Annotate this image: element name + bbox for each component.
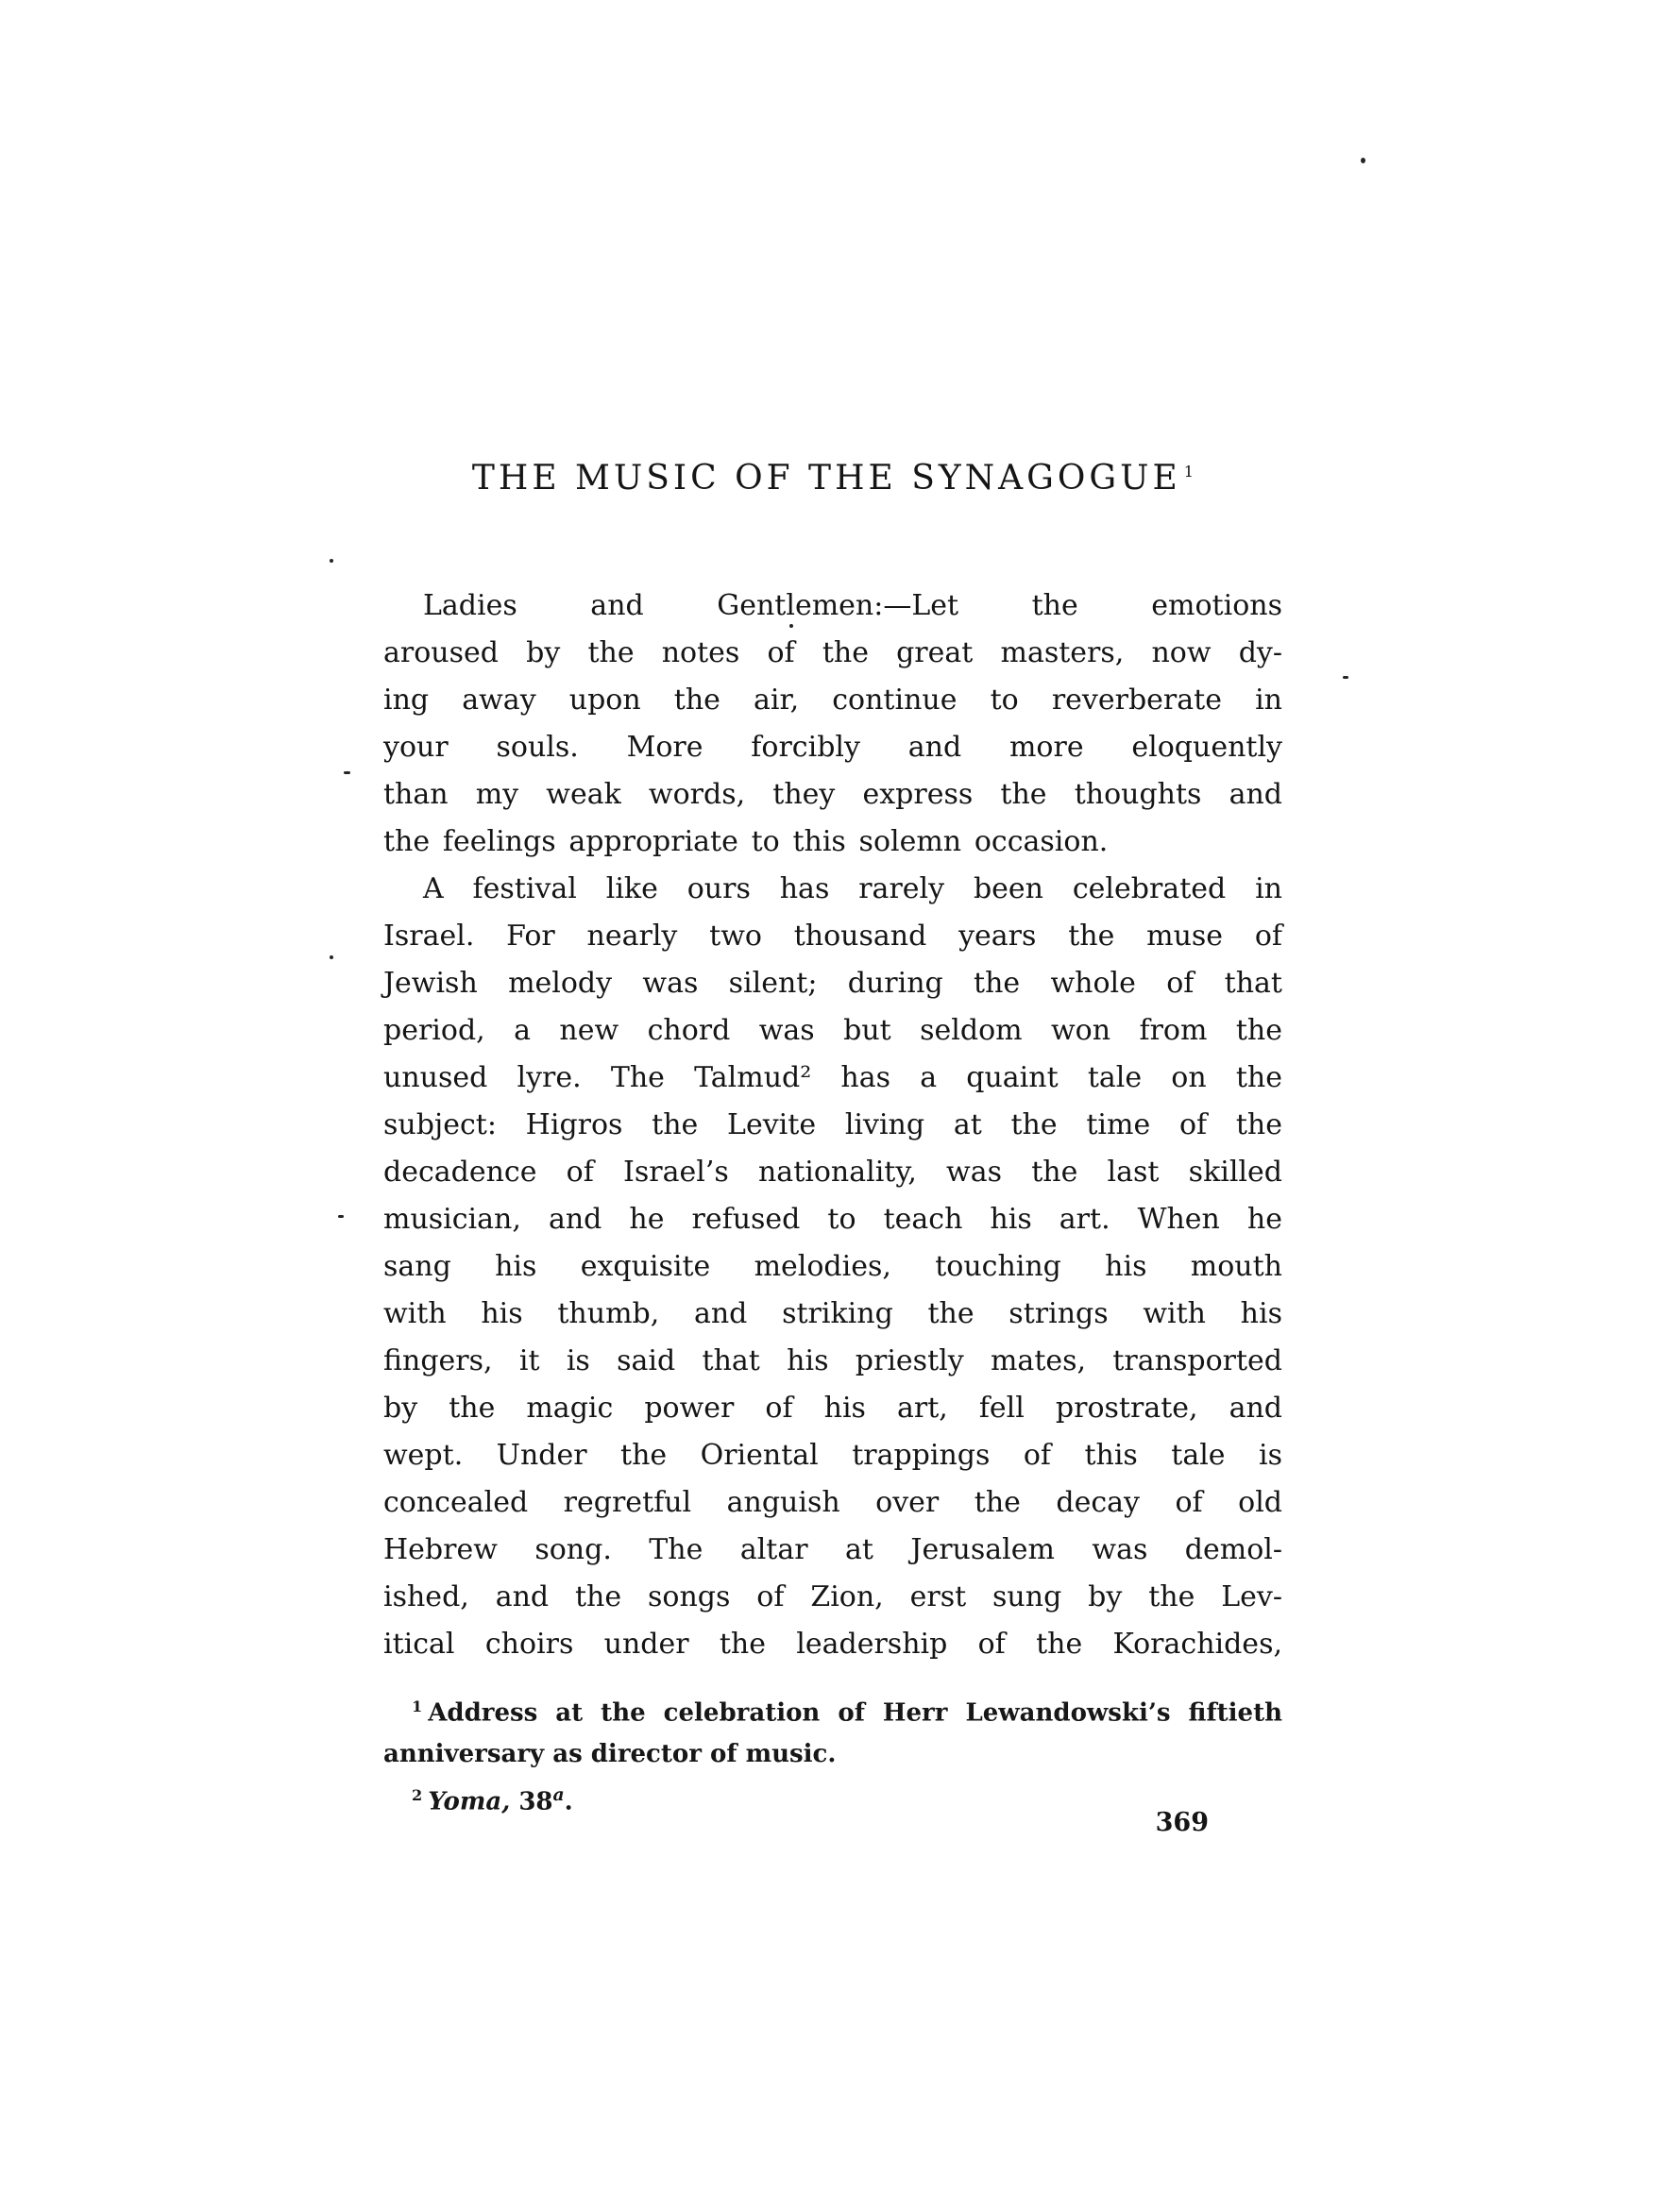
body-line: by the magic power of his art, fell prostrate, and xyxy=(383,1392,1282,1425)
paragraph-2 xyxy=(383,866,1282,1668)
body-line: period, a new chord was but seldom won from the xyxy=(383,1014,1282,1047)
body-line: concealed regretful anguish over the decay of old xyxy=(383,1486,1282,1519)
body-line: your souls. More forcibly and more eloquently xyxy=(383,731,1282,764)
body-line: Hebrew song. The altar at Jerusalem was demol- xyxy=(383,1533,1282,1566)
body-line: decadence of Israel’s nationality, was the last skilled xyxy=(383,1156,1282,1189)
footnote-2-marker: 2 xyxy=(412,1785,423,1804)
body-line: ing away upon the air, continue to reverberate in xyxy=(383,684,1282,717)
scan-speck xyxy=(330,955,333,959)
body-line: sang his exquisite melodies, touching his mouth xyxy=(383,1250,1282,1283)
body-line: itical choirs under the leadership of the Korachides, xyxy=(383,1628,1282,1661)
body-line: aroused by the notes of the great masters, now dy- xyxy=(383,636,1282,669)
body-line: A festival like ours has rarely been celebrated in xyxy=(423,872,1282,905)
footnote-1-text: Address at the celebration of Herr Lewandowski’s fiftieth xyxy=(428,1698,1282,1728)
body-text xyxy=(383,583,1282,1668)
footnotes xyxy=(383,1686,1282,1822)
footnote-2-reference-suffix: a xyxy=(552,1783,565,1805)
body-line: the feelings appropriate to this solemn occasion. xyxy=(383,825,1109,858)
page-number: 369 xyxy=(1155,1808,1209,1837)
scan-speck xyxy=(330,559,333,563)
body-line: subject: Higros the Levite living at the time of the xyxy=(383,1108,1282,1141)
body-line: unused lyre. The Talmud² has a quaint tale on the xyxy=(383,1061,1282,1094)
page-title xyxy=(383,451,1282,499)
body-line: than my weak words, they express the thoughts and xyxy=(383,778,1282,811)
body-line: Ladies and Gentlemen:—Let the emotions xyxy=(423,589,1282,622)
scan-speck xyxy=(338,1215,344,1218)
title-footnote-marker: 1 xyxy=(1183,463,1195,481)
footnote-2-work-title: Yoma, xyxy=(428,1787,511,1816)
scan-speck xyxy=(1343,676,1348,679)
body-line: Israel. For nearly two thousand years the muse of xyxy=(383,920,1282,953)
body-line: musician, and he refused to teach his art. When he xyxy=(383,1203,1282,1236)
body-line: wept. Under the Oriental trappings of this tale is xyxy=(383,1439,1282,1472)
body-line: with his thumb, and striking the strings with his xyxy=(383,1297,1282,1330)
footnote-1-line-2: anniversary as director of music. xyxy=(383,1739,837,1768)
body-line: Jewish melody was silent; during the whole of that xyxy=(383,967,1282,1000)
scan-speck xyxy=(344,771,350,774)
scan-speck xyxy=(1361,158,1365,163)
page-title-text: THE MUSIC OF THE SYNAGOGUE xyxy=(471,459,1181,498)
paragraph-1 xyxy=(383,583,1282,866)
scan-speck xyxy=(789,624,793,628)
footnote-2-reference: 38 xyxy=(518,1787,553,1816)
footnote-1-marker: 1 xyxy=(412,1697,423,1715)
footnote-2-period: . xyxy=(564,1787,573,1816)
body-line: fingers, it is said that his priestly mates, transported xyxy=(383,1344,1282,1377)
body-line: ished, and the songs of Zion, erst sung by the Lev- xyxy=(383,1580,1282,1613)
footnote-1-line-1 xyxy=(383,1686,1282,1734)
